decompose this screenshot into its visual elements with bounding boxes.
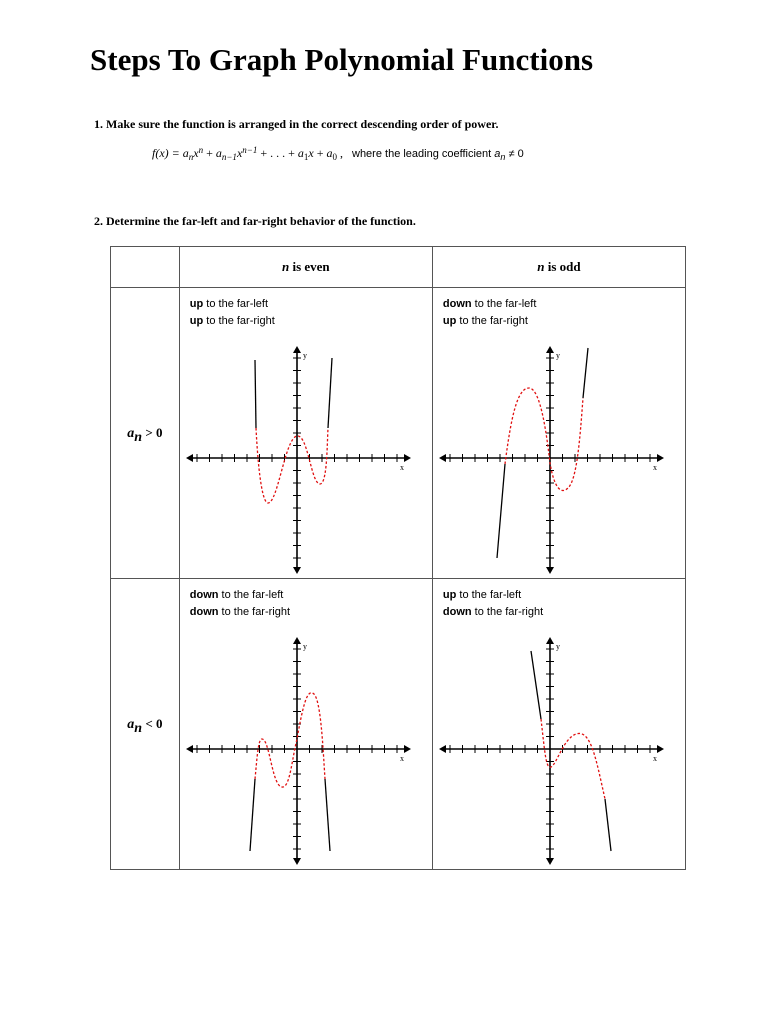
graph-neg-odd <box>433 579 686 869</box>
end-behavior-curve <box>583 348 588 398</box>
x-axis-arrow-left <box>439 454 446 462</box>
x-axis-label: x <box>399 463 404 472</box>
x-axis-arrow-right <box>657 745 664 753</box>
y-axis-arrow-down <box>293 858 301 865</box>
y-axis-label: y <box>302 642 307 651</box>
cell-pos-odd <box>432 288 685 579</box>
page-title: Steps To Graph Polynomial Functions <box>90 42 594 77</box>
end-behavior-table <box>110 246 686 870</box>
middle-behavior-curve <box>256 428 328 503</box>
end-behavior-curve <box>255 360 256 428</box>
cell-pos-even <box>179 288 432 579</box>
cell-description: up to the far-left up to the far-right <box>189 298 275 327</box>
x-axis-label: x <box>652 754 657 763</box>
y-axis-arrow-up <box>293 637 301 644</box>
end-behavior-curve <box>605 799 611 851</box>
step-2-text: 2. Determine the far-left and far-right behavior of the function. <box>94 214 416 228</box>
y-axis-arrow-up <box>293 346 301 353</box>
cell-neg-even <box>179 579 432 870</box>
end-behavior-curve <box>325 779 330 851</box>
y-axis-arrow-down <box>546 858 554 865</box>
cell-description: down to the far-left up to the far-right <box>442 298 537 327</box>
x-axis-arrow-left <box>439 745 446 753</box>
middle-behavior-curve <box>505 388 583 490</box>
x-axis-label: x <box>652 463 657 472</box>
cell-description: down to the far-left down to the far-right <box>189 589 291 618</box>
y-axis-label: y <box>302 351 307 360</box>
polynomial-formula: $f(x) = a_nx^n + a_{n-1}x^{n-1}$ + . . . + $a_1x + a_0$ , where the leading coefficient $a_n \ne 0$ <box>152 145 524 162</box>
end-behavior-curve <box>531 651 541 719</box>
y-axis-arrow-up <box>546 346 554 353</box>
end-behavior-curve <box>328 358 332 428</box>
y-axis-arrow-down <box>293 567 301 574</box>
x-axis-arrow-right <box>404 454 411 462</box>
leading-coefficient-condition: where the leading coefficient $a_n \ne 0$ <box>352 148 524 162</box>
y-axis-arrow-up <box>546 637 554 644</box>
col-header-n-even: n is even <box>179 247 432 288</box>
cell-neg-odd <box>432 579 685 870</box>
step-1-text: 1. Make sure the function is arranged in the correct descending order of power. <box>94 117 499 131</box>
row-header-an-negative: $a_n < 0$ <box>111 579 180 870</box>
graph-neg-even <box>180 579 433 869</box>
x-axis-arrow-left <box>186 454 193 462</box>
x-axis-label: x <box>399 754 404 763</box>
y-axis-arrow-down <box>546 567 554 574</box>
cell-description: up to the far-left down to the far-right <box>442 589 544 618</box>
end-behavior-curve <box>250 779 255 851</box>
y-axis-label: y <box>555 351 560 360</box>
y-axis-label: y <box>555 642 560 651</box>
graph-pos-odd <box>433 288 686 578</box>
x-axis-arrow-right <box>404 745 411 753</box>
middle-behavior-curve <box>255 693 325 787</box>
x-axis-arrow-left <box>186 745 193 753</box>
end-behavior-curve <box>497 464 505 558</box>
table-corner-cell <box>111 247 180 288</box>
x-axis-arrow-right <box>657 454 664 462</box>
graph-pos-even <box>180 288 433 578</box>
col-header-n-odd: n is odd <box>432 247 685 288</box>
row-header-an-positive: $a_n > 0$ <box>111 288 180 579</box>
